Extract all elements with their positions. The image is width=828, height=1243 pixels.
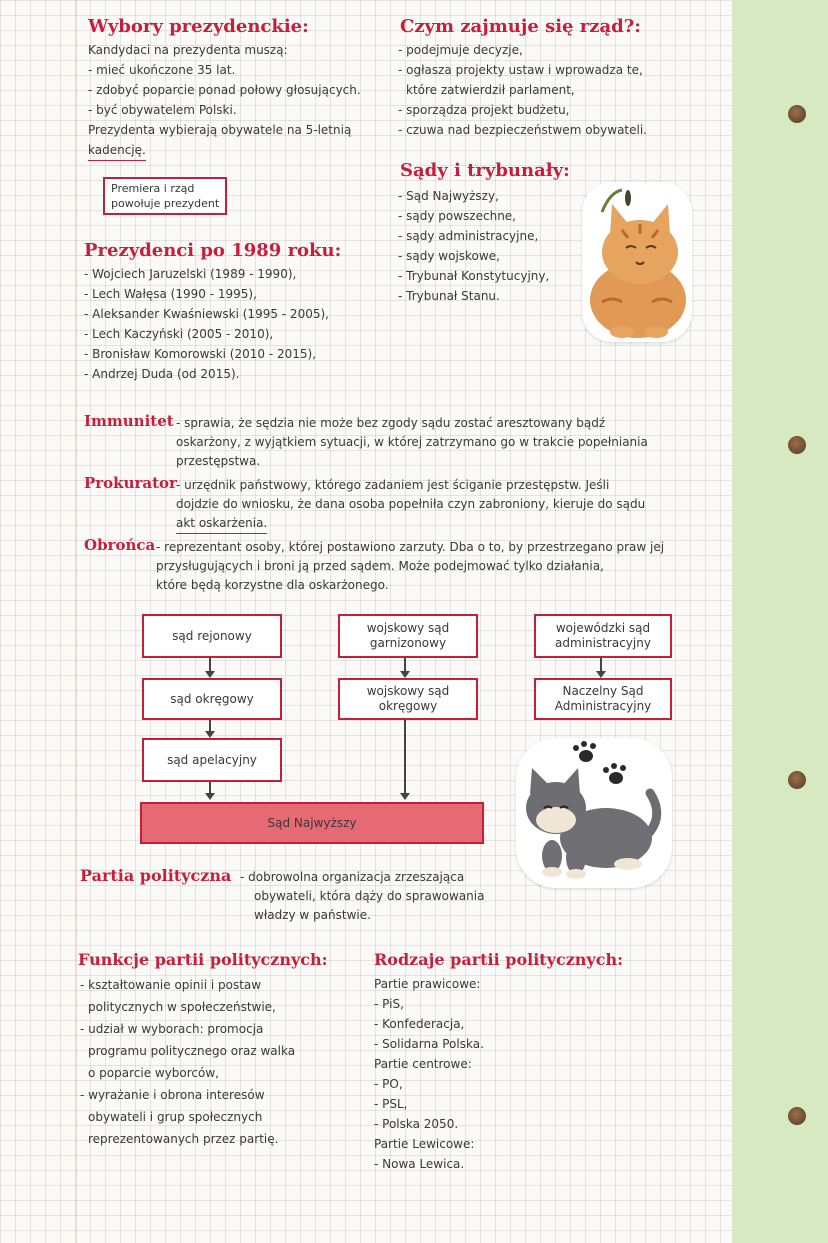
binder-hole-icon <box>788 771 806 789</box>
courts-title: Sądy i trybunały: <box>400 160 570 181</box>
def-line: dojdzie do wniosku, że dana osoba popełniła czyn zabroniony, kieruje do sądu <box>176 497 646 511</box>
arrow-down-icon <box>209 658 211 672</box>
def-line: - urzędnik państwowy, którego zadaniem jest ściganie przestępstw. Jeśli <box>176 478 610 492</box>
party-type-line: - Konfederacja, <box>374 1017 465 1031</box>
president-item: - Bronisław Komorowski (2010 - 2015), <box>84 347 317 361</box>
court-box-supreme: Sąd Najwyższy <box>140 802 484 844</box>
function-line: programu politycznego oraz walka <box>88 1044 296 1058</box>
elections-line: - być obywatelem Polski. <box>88 103 237 117</box>
arrow-down-icon <box>600 658 602 672</box>
court-item: - Trybunał Konstytucyjny, <box>398 269 550 283</box>
presidents-list <box>84 264 329 384</box>
box-line: powołuje prezydent <box>111 197 220 210</box>
term-party: Partia polityczna <box>80 866 232 885</box>
court-box-district: sąd rejonowy <box>142 614 282 658</box>
box-line: Premiera i rząd <box>111 182 195 195</box>
court-box-military-district: wojskowy sąd okręgowy <box>338 678 478 720</box>
party-type-line: Partie centrowe: <box>374 1057 472 1071</box>
government-line: - ogłasza projekty ustaw i wprowadza te, <box>398 63 643 77</box>
def-line: oskarżony, z wyjątkiem sytuacji, w której zatrzymano go w trakcie popełniania <box>176 435 648 449</box>
party-type-line: - Polska 2050. <box>374 1117 459 1131</box>
gray-cat-sticker-icon <box>516 738 672 888</box>
def-line: przysługujących i broni ją przed sądem. Może podejmować tylko działania, <box>156 559 604 573</box>
elections-line: Prezydenta wybierają obywatele na 5-letnią <box>88 123 352 137</box>
def-line: - sprawia, że sędzia nie może bez zgody sądu zostać aresztowany bądź <box>176 416 606 430</box>
elections-text <box>88 40 361 161</box>
def-prosecutor <box>176 476 645 534</box>
def-line: władzy w państwie. <box>254 908 371 922</box>
def-line: które będą korzystne dla oskarżonego. <box>156 578 389 592</box>
def-line: - reprezentant osoby, której postawiono zarzuty. Dba o to, by przestrzegano praw jej <box>156 540 665 554</box>
def-defender <box>156 538 664 595</box>
function-line: - wyrażanie i obrona interesów <box>80 1088 265 1102</box>
function-line: politycznych w społeczeństwie, <box>88 1000 276 1014</box>
party-type-line: Partie Lewicowe: <box>374 1137 475 1151</box>
binder-hole-icon <box>788 105 806 123</box>
president-item: - Lech Wałęsa (1990 - 1995), <box>84 287 257 301</box>
function-line: obywateli i grup społecznych <box>88 1110 263 1124</box>
party-functions-list <box>80 974 295 1150</box>
binder-hole-icon <box>788 436 806 454</box>
courts-list <box>398 186 549 306</box>
orange-cat-illustration <box>582 182 692 342</box>
president-item: - Andrzej Duda (od 2015). <box>84 367 240 381</box>
arrow-down-icon <box>404 658 406 672</box>
paw-print-icon <box>573 741 626 784</box>
function-line: - udział w wyborach: promocja <box>80 1022 264 1036</box>
party-functions-title: Funkcje partii politycznych: <box>78 950 328 969</box>
elections-line: - mieć ukończone 35 lat. <box>88 63 236 77</box>
court-item: - sądy administracyjne, <box>398 229 539 243</box>
function-line: o poparcie wyborców, <box>88 1066 219 1080</box>
court-box-voivodeship-admin: wojewódzki sąd administracyjny <box>534 614 672 658</box>
arrow-down-icon <box>209 720 211 732</box>
president-item: - Aleksander Kwaśniewski (1995 - 2005), <box>84 307 329 321</box>
party-type-line: - PSL, <box>374 1097 408 1111</box>
presidents-title: Prezydenci po 1989 roku: <box>84 240 342 261</box>
president-item: - Lech Kaczyński (2005 - 2010), <box>84 327 274 341</box>
government-title: Czym zajmuje się rząd?: <box>400 16 641 37</box>
binder-strip <box>732 0 828 1243</box>
government-text <box>398 40 647 140</box>
def-line: obywateli, która dąży do sprawowania <box>254 889 485 903</box>
court-box-military-garrison: wojskowy sąd garnizonowy <box>338 614 478 658</box>
court-box-regional: sąd okręgowy <box>142 678 282 720</box>
court-box-appeal: sąd apelacyjny <box>142 738 282 782</box>
party-type-line: - Solidarna Polska. <box>374 1037 484 1051</box>
elections-title: Wybory prezydenckie: <box>88 16 309 37</box>
government-line: - sporządza projekt budżetu, <box>398 103 570 117</box>
party-types-title: Rodzaje partii politycznych: <box>374 950 623 969</box>
party-type-line: Partie prawicowe: <box>374 977 481 991</box>
elections-line: kadencję. <box>88 140 146 161</box>
government-line: które zatwierdził parlament, <box>406 83 575 97</box>
def-line: akt oskarżenia. <box>176 514 267 534</box>
party-type-line: - Nowa Lewica. <box>374 1157 465 1171</box>
pm-government-box <box>103 177 227 215</box>
government-line: - podejmuje decyzje, <box>398 43 523 57</box>
def-immunity <box>176 414 648 471</box>
orange-cat-sticker-icon <box>582 182 692 342</box>
function-line: reprezentowanych przez partię. <box>88 1132 279 1146</box>
elections-line: - zdobyć poparcie ponad połowy głosujących. <box>88 83 361 97</box>
court-item: - Trybunał Stanu. <box>398 289 500 303</box>
term-prosecutor: Prokurator <box>84 474 177 492</box>
function-line: - kształtowanie opinii i postaw <box>80 978 262 992</box>
def-party <box>240 868 484 925</box>
court-box-supreme-admin: Naczelny Sąd Administracyjny <box>534 678 672 720</box>
gray-cat-illustration <box>516 738 672 888</box>
elections-line: Kandydaci na prezydenta muszą: <box>88 43 288 57</box>
president-item: - Wojciech Jaruzelski (1989 - 1990), <box>84 267 297 281</box>
arrow-down-icon <box>404 720 406 794</box>
def-line: - dobrowolna organizacja zrzeszająca <box>240 870 465 884</box>
party-type-line: - PO, <box>374 1077 403 1091</box>
court-item: - sądy wojskowe, <box>398 249 500 263</box>
court-item: - Sąd Najwyższy, <box>398 189 499 203</box>
court-item: - sądy powszechne, <box>398 209 516 223</box>
def-line: przestępstwa. <box>176 454 261 468</box>
binder-hole-icon <box>788 1107 806 1125</box>
margin-line <box>76 0 77 1243</box>
party-types-list <box>374 974 484 1174</box>
term-defender: Obrońca <box>84 536 156 554</box>
arrow-down-icon <box>209 782 211 794</box>
party-type-line: - PiS, <box>374 997 404 1011</box>
government-line: - czuwa nad bezpieczeństwem obywateli. <box>398 123 647 137</box>
term-immunity: Immunitet <box>84 412 174 430</box>
